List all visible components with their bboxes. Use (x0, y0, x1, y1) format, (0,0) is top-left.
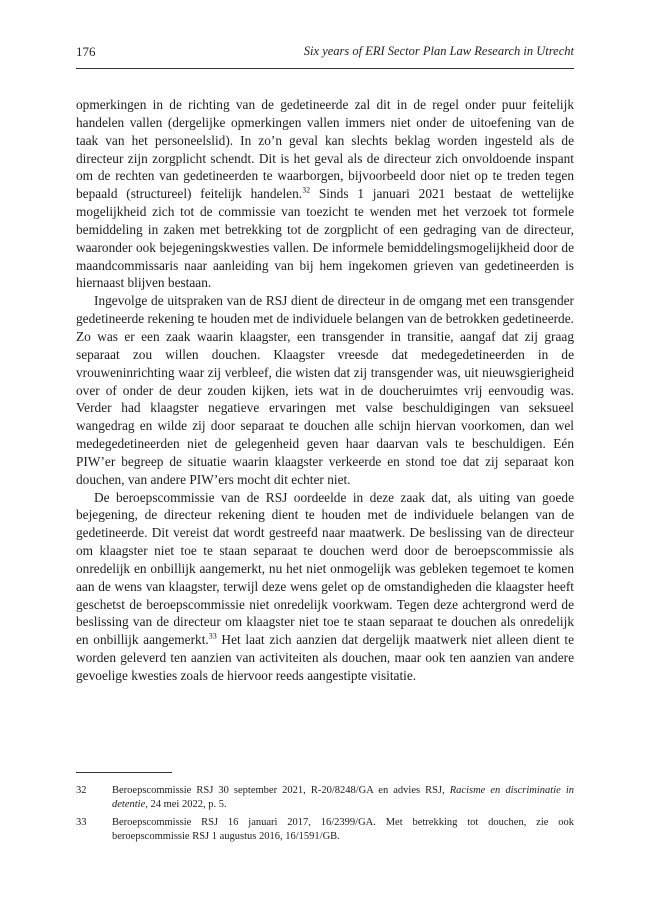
footnote-italic-title: Racisme en discriminatie in detentie (112, 785, 575, 810)
footnote-text (112, 784, 574, 812)
footnote-32 (76, 784, 574, 812)
paragraph-3 (76, 489, 574, 685)
paragraph-3-text-a: De beroepscommissie van de RSJ oordeelde in deze zaak dat, als uiting van goede bejegening, de directeur rekening dient te houden met de individuele belangen van de gedetineerde. Dit vereist dat wordt gestreefd naar maatwerk. De beslissing van de directeur om klaagster niet toe te staan separaat te douchen werd door de beroepscommissie als onredelijk en onbillijk aangemerkt, nu het niet onmogelijk was gebleken tegemoet te komen aan de wens van klaagster, terwijl deze wens gelet op de omstandigheden die klaagster heeft geschetst de beroepscommissie niet onredelijk voorkwam. Tegen deze achtergrond werd de beslissing van de directeur om klaagster niet toe te staan separaat te douchen als onredelijk en onbillijk aangemerkt. (76, 489, 574, 648)
footnote-text: Beroepscommissie RSJ 16 januari 2017, 16/2399/GA. Met betrekking tot douchen, zie ook beroepscommissie RSJ 1 augustus 2016, 16/1591/GB. (112, 817, 574, 842)
body-text (76, 96, 574, 685)
footnote-number: 32 (76, 785, 87, 796)
footnote-number: 33 (76, 817, 87, 828)
footnotes (76, 784, 574, 848)
paragraph-1-text-b: Sinds 1 januari 2021 bestaat de wettelijke mogelijkheid zich tot de commissie van toezicht te wenden met het verzoek tot formele bemiddeling in zaken met betrekking tot de zorgplicht of een gedraging van de directeur, waaronder ook bejegeningskwesties vallen. De informele bemiddelingsmogelijkheid door de maandcommissaris naar aanleiding van bij hem ingekomen grieven van gedetineerden is hiernaast blijven bestaan. (76, 186, 574, 291)
paragraph-1 (76, 96, 574, 292)
paragraph-2: Ingevolge de uitspraken van de RSJ dient de directeur in de omgang met een transgender gedetineerde rekening te houden met de individuele belangen van de betrokken gedetineerde. Zo was er een zaak waarin klaagster, een transgender in transitie, aangaf dat zij graag separaat zou willen douchen. Klaagster vreesde dat medegedetineerden in de vrouweninrichting waar zij verbleef, die wisten dat zij transgender was, uit nieuwsgierigheid over of onder de deur zouden kijken, iets wat in de doucheruimtes vrij eenvoudig was. Verder had klaagster negatieve ervaringen met valse beschuldigingen van seksueel wangedrag en wilde zij door separaat te douchen alle schijn hiervan voorkomen, dan wel medegedetineerden niet de gelegenheid geven haar daarvan vals te beschuldigen. Eén PIW’er begreep de situatie waarin klaagster verkeerde en stond toe dat zij separaat kon douchen, van andere PIW’ers mocht dit echter niet. (76, 293, 574, 487)
footnote-33 (76, 816, 574, 844)
paragraph-3-text-b: Het laat zich aanzien dat dergelijk maatwerk niet alleen dient te worden geleverd ten aanzien van activiteiten als douchen, maar ook ten aanzien van andere gevoelige kwesties zoals de hiervoor reeds aangestipte visitatie. (76, 632, 574, 683)
footnote-text-a: Beroepscommissie RSJ 30 september 2021, R-20/8248/GA en advies RSJ, (112, 785, 450, 796)
paragraph-1-text-a: opmerkingen in de richting van de gedetineerde zal dit in de regel onder puur feitelijk handelen vallen (dergelijke opmerkingen vallen immers niet onder de uitoefening van de taak van het personeelslid). In zo’n geval kan slechts beklag worden ingesteld als de directeur zijn zorgplicht schendt. Dit is het geval als de directeur zich onvoldoende inspant om de rechten van gedetineerden te waarborgen, bijvoorbeeld door niet op te treden tegen bepaald (structureel) feitelijk handelen. (76, 97, 574, 202)
footnote-separator (76, 772, 172, 773)
running-header: Six years of ERI Sector Plan Law Research in Utrecht (303, 44, 574, 58)
page-number: 176 (76, 44, 96, 59)
footnote-ref-33[interactable]: 33 (208, 631, 217, 641)
header-rule (76, 68, 574, 69)
footnote-text-b: , 24 mei 2022, p. 5. (145, 799, 227, 810)
footnote-ref-32[interactable]: 32 (302, 185, 311, 195)
